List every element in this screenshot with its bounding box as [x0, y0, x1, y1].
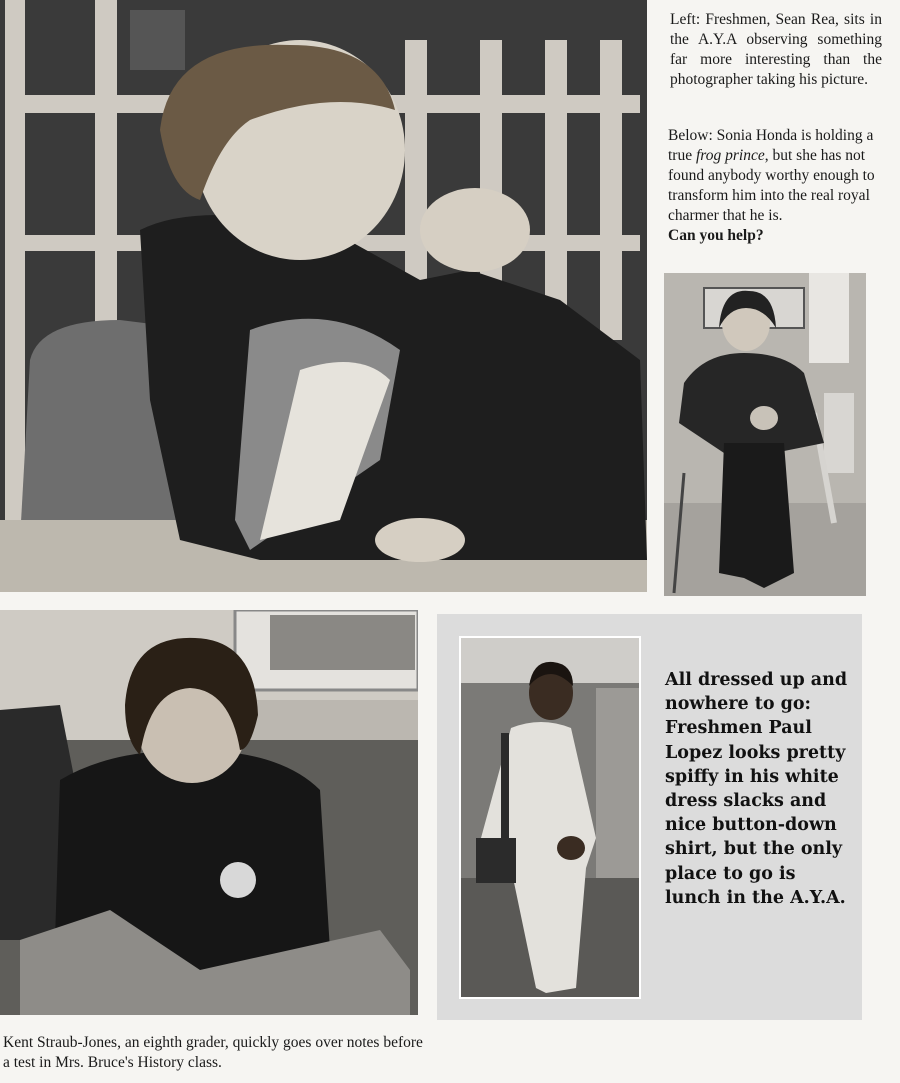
caption-kent-text: Kent Straub-Jones, an eighth grader, quickly goes over notes before a test in Mrs. Bruce's History class. — [3, 1034, 423, 1071]
photo-sonia-honda — [664, 273, 866, 596]
caption-sonia-part2: , but she has not found anybody worthy enough to transform him into the real royal charmer that he is. — [668, 147, 875, 224]
caption-sonia-bold: Can you help? — [668, 227, 764, 244]
caption-sonia — [668, 126, 888, 246]
photo-paul-lopez — [459, 636, 641, 999]
caption-sean-text: Left: Freshmen, Sean Rea, sits in the A.Y.A observing something far more interesting than the photographer taking his picture. — [670, 11, 882, 88]
caption-sonia-part1: Below: Sonia Honda is holding a true — [668, 127, 874, 164]
photo-sean-rea — [0, 0, 647, 592]
caption-paul: All dressed up and nowhere to go: Freshmen Paul Lopez looks pretty spiffy in his white dress slacks and nice button-down shirt, but the only place to go is lunch in the A.Y.A. — [665, 670, 848, 908]
caption-sean — [670, 10, 882, 90]
photo-kent-straub-jones — [0, 610, 418, 1015]
caption-sonia-italic: frog prince — [695, 147, 765, 164]
caption-kent — [3, 1033, 423, 1073]
